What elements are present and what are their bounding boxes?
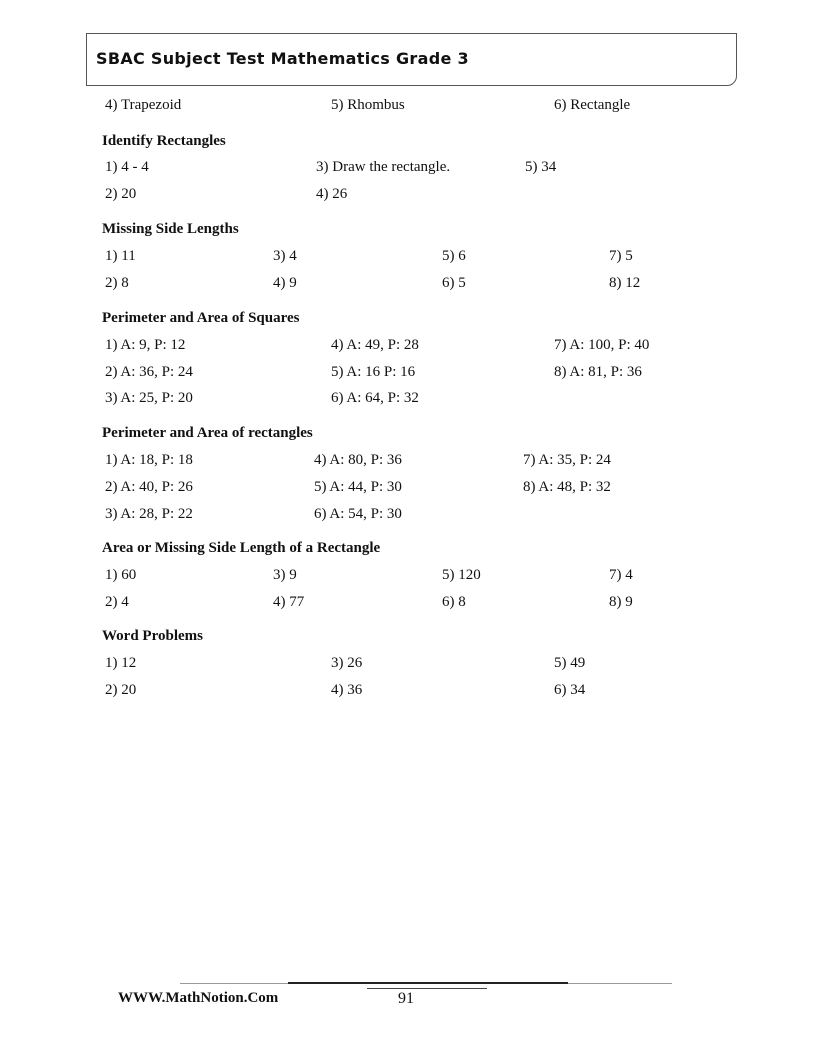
answer-item: 6) 8 <box>442 594 466 610</box>
footer-divider <box>367 988 487 989</box>
answer-item: 5) 6 <box>442 248 466 264</box>
answer-item: 4) A: 80, P: 36 <box>314 452 402 468</box>
answer-item: 3) Draw the rectangle. <box>316 159 451 175</box>
answer-item: 5) 34 <box>525 159 557 175</box>
answer-item: 2) A: 40, P: 26 <box>105 479 193 495</box>
answer-item: 1) 60 <box>105 567 137 583</box>
answer-item: 7) 4 <box>609 567 633 583</box>
answer-item: 6) A: 64, P: 32 <box>331 390 419 406</box>
answer-item: 1) A: 18, P: 18 <box>105 452 193 468</box>
answer-item: 5) A: 16 P: 16 <box>331 364 416 380</box>
answer-item: 4) 77 <box>273 594 305 610</box>
answer-item: 4) 26 <box>316 186 348 202</box>
answer-item: 7) 5 <box>609 248 633 264</box>
section-heading: Missing Side Lengths <box>102 221 239 237</box>
page-number: 91 <box>398 990 414 1007</box>
answer-item: 4) Trapezoid <box>105 97 182 113</box>
answer-item: 1) 4 - 4 <box>105 159 149 175</box>
answer-item: 2) 8 <box>105 275 129 291</box>
section-heading: Word Problems <box>102 628 203 644</box>
answer-item: 8) A: 48, P: 32 <box>523 479 611 495</box>
answer-item: 2) 20 <box>105 186 137 202</box>
answer-item: 5) 49 <box>554 655 586 671</box>
answer-item: 3) A: 28, P: 22 <box>105 506 193 522</box>
answer-item: 3) A: 25, P: 20 <box>105 390 193 406</box>
footer-website: WWW.MathNotion.Com <box>118 990 279 1006</box>
answer-item: 6) 34 <box>554 682 586 698</box>
answer-item: 3) 4 <box>273 248 297 264</box>
answer-item: 6) Rectangle <box>554 97 631 113</box>
answer-item: 3) 26 <box>331 655 363 671</box>
answer-item: 7) A: 100, P: 40 <box>554 337 650 353</box>
answer-item: 6) 5 <box>442 275 466 291</box>
answer-item: 5) Rhombus <box>331 97 405 113</box>
answer-item: 4) A: 49, P: 28 <box>331 337 419 353</box>
section-heading: Identify Rectangles <box>102 133 226 149</box>
answer-item: 4) 36 <box>331 682 363 698</box>
answer-item: 1) 12 <box>105 655 137 671</box>
answer-item: 7) A: 35, P: 24 <box>523 452 611 468</box>
page-title: SBAC Subject Test Mathematics Grade 3 <box>96 49 469 68</box>
answer-item: 8) 9 <box>609 594 633 610</box>
answer-item: 5) 120 <box>442 567 481 583</box>
footer-divider <box>288 982 568 984</box>
answer-item: 2) 4 <box>105 594 129 610</box>
answer-item: 4) 9 <box>273 275 297 291</box>
section-heading: Area or Missing Side Length of a Rectangle <box>102 540 381 556</box>
answer-item: 1) 11 <box>105 248 136 264</box>
answer-item: 5) A: 44, P: 30 <box>314 479 402 495</box>
answer-item: 3) 9 <box>273 567 297 583</box>
answer-item: 8) A: 81, P: 36 <box>554 364 642 380</box>
answer-item: 1) A: 9, P: 12 <box>105 337 186 353</box>
answer-item: 6) A: 54, P: 30 <box>314 506 402 522</box>
answer-item: 2) A: 36, P: 24 <box>105 364 193 380</box>
answer-item: 2) 20 <box>105 682 137 698</box>
section-heading: Perimeter and Area of rectangles <box>102 425 313 441</box>
answer-item: 8) 12 <box>609 275 641 291</box>
section-heading: Perimeter and Area of Squares <box>102 310 300 326</box>
